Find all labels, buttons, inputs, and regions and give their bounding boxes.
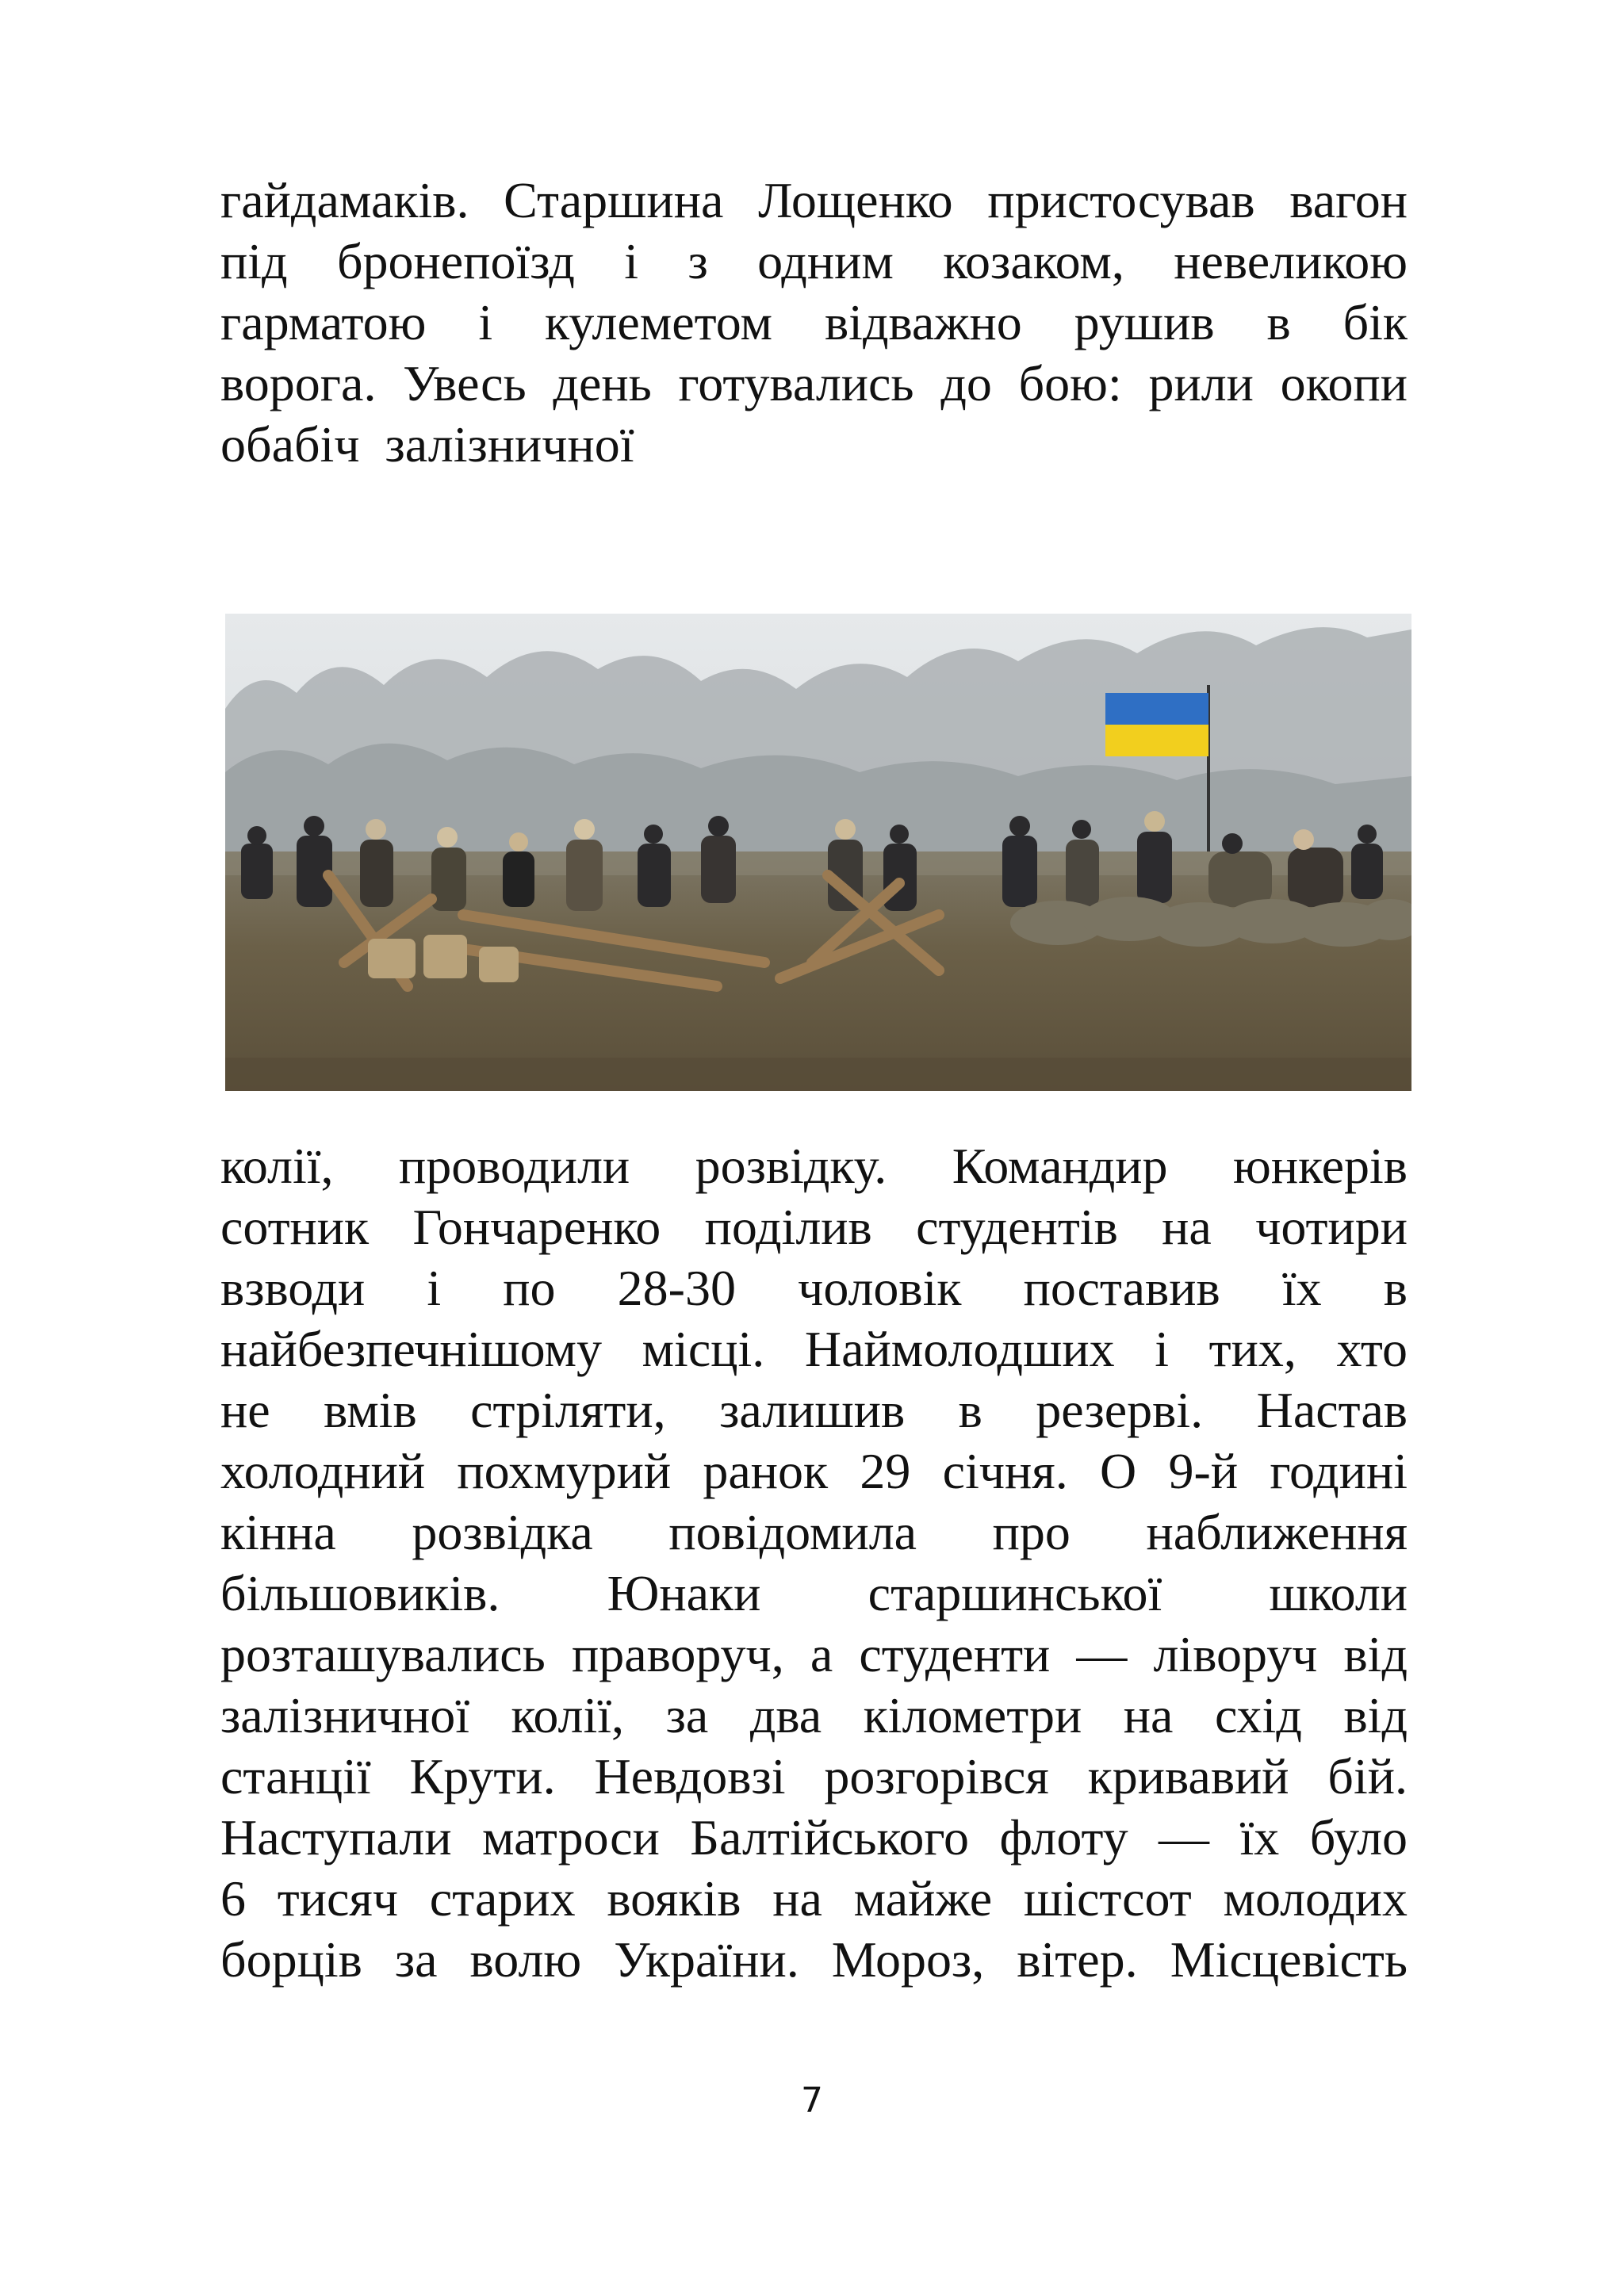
text-line: під бронепоїзд і з одним козаком, невеликою — [220, 233, 1408, 289]
sandbags — [1010, 897, 1411, 947]
text-line: сотник Гончаренко поділив студентів на чотири — [220, 1199, 1408, 1255]
text-line: станції Крути. Невдовзі розгорівся кривавий бій. — [220, 1748, 1408, 1804]
text-line: не вмів стріляти, залишив в резерві. Настав — [220, 1382, 1408, 1438]
page-number: 7 — [801, 2080, 823, 2121]
text-line: ворога. Увесь день готувались до бою: рили окопи — [220, 355, 1408, 411]
text-line: 6 тисяч старих вояків на майже шістсот молодих — [220, 1870, 1408, 1927]
text-line: найбезпечнішому місці. Наймолодших і тих, хто — [220, 1321, 1408, 1377]
text-line: борців за волю України. Мороз, вітер. Місцевість — [220, 1931, 1408, 1988]
text-line: гайдамаків. Старшина Лощенко пристосував вагон — [220, 172, 1408, 228]
text-line: розташувались праворуч, а студенти — ліворуч від — [220, 1626, 1408, 1682]
text-line: більшовиків. Юнаки старшинської школи — [220, 1565, 1408, 1621]
paragraph-bottom — [220, 1135, 1408, 1990]
text-line: обабіч залізничної — [220, 416, 634, 473]
text-line: кінна розвідка повідомила про наближення — [220, 1504, 1408, 1560]
text-line: колії, проводили розвідку. Командир юнкерів — [220, 1138, 1408, 1194]
text-line: холодний похмурий ранок 29 січня. О 9-й годині — [220, 1443, 1408, 1499]
text-line: Наступали матроси Балтійського флоту — їх було — [220, 1809, 1408, 1866]
text-line: гарматою і кулеметом відважно рушив в бік — [220, 294, 1408, 350]
battle-scene-illustration — [225, 614, 1411, 1091]
text-line: взводи і по 28-30 чоловік поставив їх в — [220, 1260, 1408, 1316]
text-line: залізничної колії, за два кілометри на схід від — [220, 1687, 1408, 1743]
paragraph-top — [220, 170, 1408, 475]
battle-photo — [225, 614, 1411, 1091]
